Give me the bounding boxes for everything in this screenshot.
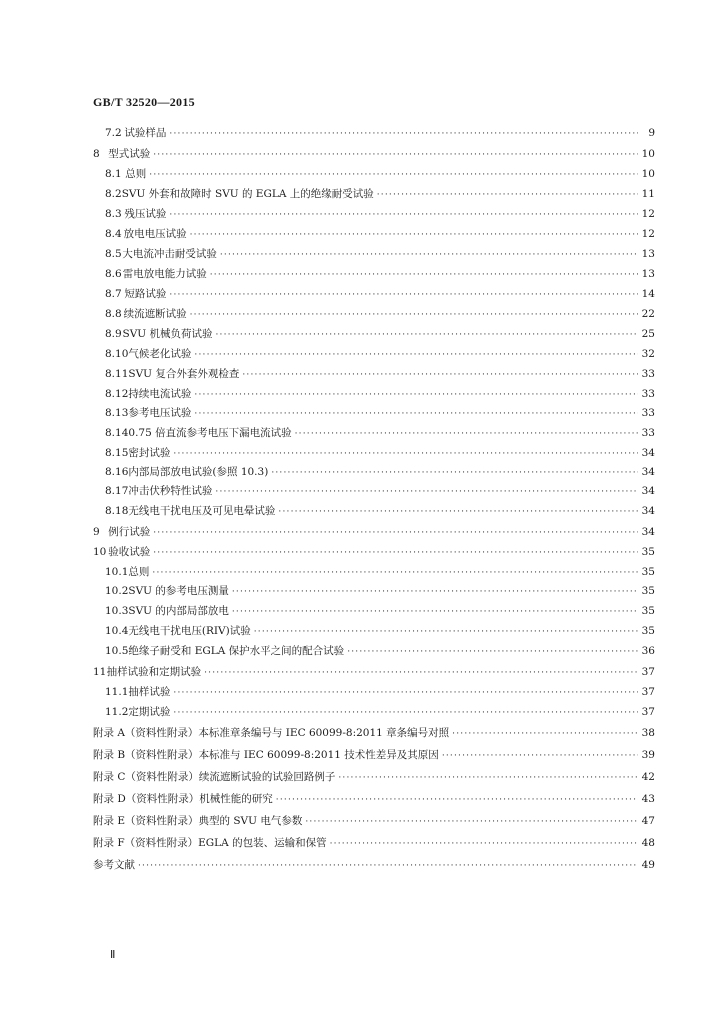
- toc-entry-page: 33: [641, 388, 655, 400]
- toc-dot-leader: [338, 770, 638, 786]
- toc-entry-title: 无线电干扰电压(RIV)试验: [128, 625, 251, 637]
- toc-entry-number: 8.17: [105, 485, 129, 497]
- toc-entry[interactable]: [105, 684, 655, 700]
- toc-entry[interactable]: [105, 266, 655, 282]
- toc-entry-title: SVU 的内部局部放电: [128, 605, 229, 617]
- toc-entry-number: 8.7: [105, 288, 122, 300]
- toc-entry-number: 8.8: [105, 308, 122, 320]
- toc-entry-page: 13: [641, 268, 655, 280]
- toc-entry-page: 34: [641, 447, 655, 459]
- toc-dot-leader: [215, 327, 638, 343]
- toc-entry[interactable]: [105, 166, 655, 182]
- toc-entry-title: 续流遮断试验: [123, 308, 187, 320]
- toc-entry-title: 定期试验: [128, 706, 171, 718]
- toc-entry[interactable]: [105, 306, 655, 322]
- toc-dot-leader: [377, 187, 638, 203]
- toc-entry-title: 雷电放电能力试验: [122, 268, 207, 280]
- toc-entry[interactable]: [105, 206, 655, 222]
- toc-entry[interactable]: [105, 226, 655, 242]
- toc-entry-page: 10: [641, 168, 655, 180]
- toc-dot-leader: [152, 565, 638, 581]
- toc-entry-number: 9: [93, 526, 100, 538]
- toc-entry[interactable]: [93, 146, 655, 162]
- toc-entry-number: 附录 F（资料性附录）: [93, 837, 199, 849]
- toc-entry[interactable]: [105, 125, 655, 141]
- toc-entry-title: 试验样品: [124, 127, 167, 139]
- toc-entry-number: 11: [93, 666, 107, 678]
- toc-entry-page: 34: [641, 466, 655, 478]
- toc-entry[interactable]: [93, 791, 655, 807]
- toc-entry[interactable]: [105, 564, 655, 580]
- toc-entry[interactable]: [105, 704, 655, 720]
- toc-entry-title: 典型的 SVU 电气参数: [198, 815, 303, 827]
- toc-dot-leader: [278, 504, 638, 520]
- toc-entry[interactable]: [105, 246, 655, 262]
- toc-entry-number: 附录 C（资料性附录）: [93, 771, 199, 783]
- toc-entry-page: 48: [641, 837, 655, 849]
- toc-entry-page: 35: [641, 546, 655, 558]
- toc-dot-leader: [153, 147, 638, 163]
- toc-entry-page: 33: [641, 407, 655, 419]
- toc-entry-title: 无线电干扰电压及可见电晕试验: [128, 505, 276, 517]
- toc-entry-number: 附录 D（资料性附录）: [93, 793, 200, 805]
- toc-entry-number: 10.4: [105, 625, 129, 637]
- toc-entry-page: 12: [641, 228, 655, 240]
- toc-entry-number: 附录 B（资料性附录）: [93, 749, 199, 761]
- toc-entry-page: 37: [641, 686, 655, 698]
- toc-entry-number: 8.13: [105, 407, 129, 419]
- toc-entry-number: 10: [93, 546, 107, 558]
- toc-entry-page: 35: [641, 566, 655, 578]
- toc-entry-number: 11.1: [105, 686, 129, 698]
- toc-dot-leader: [153, 545, 638, 561]
- toc-entry[interactable]: [105, 186, 655, 202]
- toc-entry-page: 42: [641, 771, 655, 783]
- toc-entry-number: 10.2: [105, 585, 129, 597]
- toc-entry-page: 13: [641, 248, 655, 260]
- toc-entry-number: 附录 A（资料性附录）: [93, 727, 199, 739]
- toc-entry-page: 38: [641, 727, 655, 739]
- toc-entry[interactable]: [105, 286, 655, 302]
- toc-entry[interactable]: [93, 747, 655, 763]
- toc-entry-number: 10.5: [105, 645, 129, 657]
- toc-entry[interactable]: [105, 623, 655, 639]
- toc-dot-leader: [190, 307, 638, 323]
- toc-entry[interactable]: [105, 445, 655, 461]
- toc-dot-leader: [330, 836, 638, 852]
- toc-entry-title: 绝缘子耐受和 EGLA 保护水平之间的配合试验: [128, 645, 345, 657]
- toc-entry-title: SVU 的参考电压测量: [128, 585, 229, 597]
- toc-entry-number: 10.1: [105, 566, 129, 578]
- toc-entry-title: 抽样试验和定期试验: [106, 666, 202, 678]
- toc-entry-title: SVU 复合外套外观检查: [128, 368, 240, 380]
- toc-entry-page: 43: [641, 793, 655, 805]
- toc-dot-leader: [138, 858, 638, 874]
- toc-entry-page: 32: [641, 348, 655, 360]
- toc-dot-leader: [276, 792, 638, 808]
- toc-entry-title: 大电流冲击耐受试验: [122, 248, 217, 260]
- toc-entry-title: EGLA 的包装、运输和保管: [198, 837, 327, 849]
- toc-entry[interactable]: [93, 524, 655, 540]
- toc-entry[interactable]: [93, 725, 655, 741]
- toc-entry-title: 抽样试验: [128, 686, 171, 698]
- toc-dot-leader: [169, 287, 638, 303]
- toc-entry-number: 8.1: [105, 168, 122, 180]
- toc-entry-page: 49: [641, 859, 655, 871]
- toc-entry[interactable]: [105, 425, 655, 441]
- toc-dot-leader: [220, 247, 638, 263]
- toc-entry-title: 参考文献: [93, 859, 135, 871]
- toc-entry-title: 冲击伏秒特性试验: [128, 485, 213, 497]
- toc-entry-page: 39: [641, 749, 655, 761]
- toc-entry-title: 0.75 倍直流参考电压下漏电流试验: [128, 427, 292, 439]
- toc-entry-number: 8: [93, 148, 100, 160]
- toc-entry[interactable]: [105, 326, 655, 342]
- toc-dot-leader: [215, 484, 638, 500]
- toc-entry-title: 放电电压试验: [123, 228, 187, 240]
- toc-dot-leader: [242, 367, 638, 383]
- toc-entry-title: 机械性能的研究: [199, 793, 273, 805]
- toc-entry-page: 37: [641, 706, 655, 718]
- toc-dot-leader: [194, 347, 638, 363]
- toc-entry[interactable]: [93, 544, 655, 560]
- toc-entry-number: 10.3: [105, 605, 129, 617]
- toc-dot-leader: [305, 814, 638, 830]
- toc-entry-title: 残压试验: [124, 208, 167, 220]
- toc-entry-page: 33: [641, 427, 655, 439]
- toc-entry-number: 8.16: [105, 466, 129, 478]
- toc-entry-title: 气候老化试验: [128, 348, 192, 360]
- toc-dot-leader: [169, 207, 638, 223]
- toc-dot-leader: [232, 604, 638, 620]
- toc-dot-leader: [254, 624, 638, 640]
- toc-entry-title: 内部局部放电试验(参照 10.3): [128, 466, 269, 478]
- toc-entry-title: 密封试验: [128, 447, 171, 459]
- toc-dot-leader: [194, 387, 638, 403]
- toc-entry-title: 总则: [128, 566, 150, 578]
- toc-entry[interactable]: [105, 386, 655, 402]
- toc-entry[interactable]: [93, 769, 655, 785]
- toc-entry-page: 34: [641, 505, 655, 517]
- document-code: GB/T 32520—2015: [93, 95, 195, 109]
- toc-entry-page: 11: [641, 188, 655, 200]
- toc-entry[interactable]: [93, 857, 655, 873]
- toc-dot-leader: [210, 267, 638, 283]
- toc-entry-number: 8.14: [105, 427, 129, 439]
- toc-entry-title: 本标准与 IEC 60099-8:2011 技术性差异及其原因: [198, 749, 439, 761]
- toc-dot-leader: [173, 446, 638, 462]
- toc-entry-page: 33: [641, 368, 655, 380]
- toc-entry-page: 25: [641, 328, 655, 340]
- toc-dot-leader: [271, 465, 638, 481]
- toc-entry-page: 34: [641, 485, 655, 497]
- toc-entry-page: 37: [641, 666, 655, 678]
- toc-entry-page: 9: [648, 127, 655, 139]
- toc-dot-leader: [173, 705, 638, 721]
- toc-entry-number: 8.11: [105, 368, 129, 380]
- toc-entry[interactable]: [105, 603, 655, 619]
- toc-entry-title: 总则: [125, 168, 147, 180]
- toc-entry-title: 本标准章条编号与 IEC 60099-8:2011 章条编号对照: [198, 727, 450, 739]
- toc-entry-number: 8.6: [105, 268, 122, 280]
- toc-dot-leader: [295, 426, 638, 442]
- toc-dot-leader: [173, 685, 638, 701]
- toc-entry-page: 35: [641, 605, 655, 617]
- toc-entry[interactable]: [105, 346, 655, 362]
- toc-entry-number: 8.15: [105, 447, 129, 459]
- toc-entry-number: 8.9: [105, 328, 122, 340]
- toc-dot-leader: [232, 584, 638, 600]
- toc-entry-number: 8.4: [105, 228, 122, 240]
- toc-entry-number: 8.12: [105, 388, 129, 400]
- toc-entry-title: 短路试验: [124, 288, 167, 300]
- toc-entry-page: 35: [641, 585, 655, 597]
- toc-dot-leader: [452, 726, 638, 742]
- toc-dot-leader: [169, 126, 638, 142]
- toc-entry[interactable]: [105, 405, 655, 421]
- toc-entry[interactable]: [105, 464, 655, 480]
- toc-entry-page: 10: [641, 148, 655, 160]
- toc-entry[interactable]: [105, 503, 655, 519]
- toc-entry-title: SVU 外套和故障时 SVU 的 EGLA 上的绝缘耐受试验: [121, 188, 374, 200]
- toc-entry[interactable]: [105, 583, 655, 599]
- toc-entry-title: SVU 机械负荷试验: [122, 328, 213, 340]
- toc-entry[interactable]: [105, 643, 655, 659]
- toc-dot-leader: [149, 167, 638, 183]
- toc-entry-page: 35: [641, 625, 655, 637]
- toc-entry[interactable]: [105, 366, 655, 382]
- toc-entry-number: 8.5: [105, 248, 122, 260]
- toc-entry[interactable]: [93, 664, 655, 680]
- toc-entry-number: 8.18: [105, 505, 129, 517]
- page-number: Ⅱ: [110, 949, 116, 961]
- toc-entry[interactable]: [105, 483, 655, 499]
- toc-entry-title: 型式试验: [108, 148, 151, 160]
- toc-entry-page: 22: [641, 308, 655, 320]
- toc-entry-number: 附录 E（资料性附录）: [93, 815, 199, 827]
- toc-entry-title: 例行试验: [108, 526, 151, 538]
- toc-entry-title: 参考电压试验: [128, 407, 192, 419]
- toc-dot-leader: [204, 665, 638, 681]
- toc-entry-number: 8.3: [105, 208, 122, 220]
- toc-entry-page: 12: [641, 208, 655, 220]
- toc-entry-number: 7.2: [105, 127, 122, 139]
- toc-dot-leader: [347, 644, 638, 660]
- toc-entry-page: 14: [641, 288, 655, 300]
- toc-dot-leader: [153, 525, 638, 541]
- toc-dot-leader: [190, 227, 638, 243]
- toc-entry-number: 8.10: [105, 348, 129, 360]
- toc-dot-leader: [194, 406, 638, 422]
- toc-entry-title: 验收试验: [108, 546, 151, 558]
- toc-entry-number: 8.2: [105, 188, 122, 200]
- toc-entry-page: 36: [641, 645, 655, 657]
- toc-dot-leader: [442, 748, 638, 764]
- toc-entry[interactable]: [93, 813, 655, 829]
- toc-entry[interactable]: [93, 835, 655, 851]
- toc-entry-page: 34: [641, 526, 655, 538]
- toc-entry-page: 47: [641, 815, 655, 827]
- toc-entry-number: 11.2: [105, 706, 129, 718]
- toc-entry-title: 续流遮断试验的试验回路例子: [198, 771, 336, 783]
- toc-entry-title: 持续电流试验: [128, 388, 192, 400]
